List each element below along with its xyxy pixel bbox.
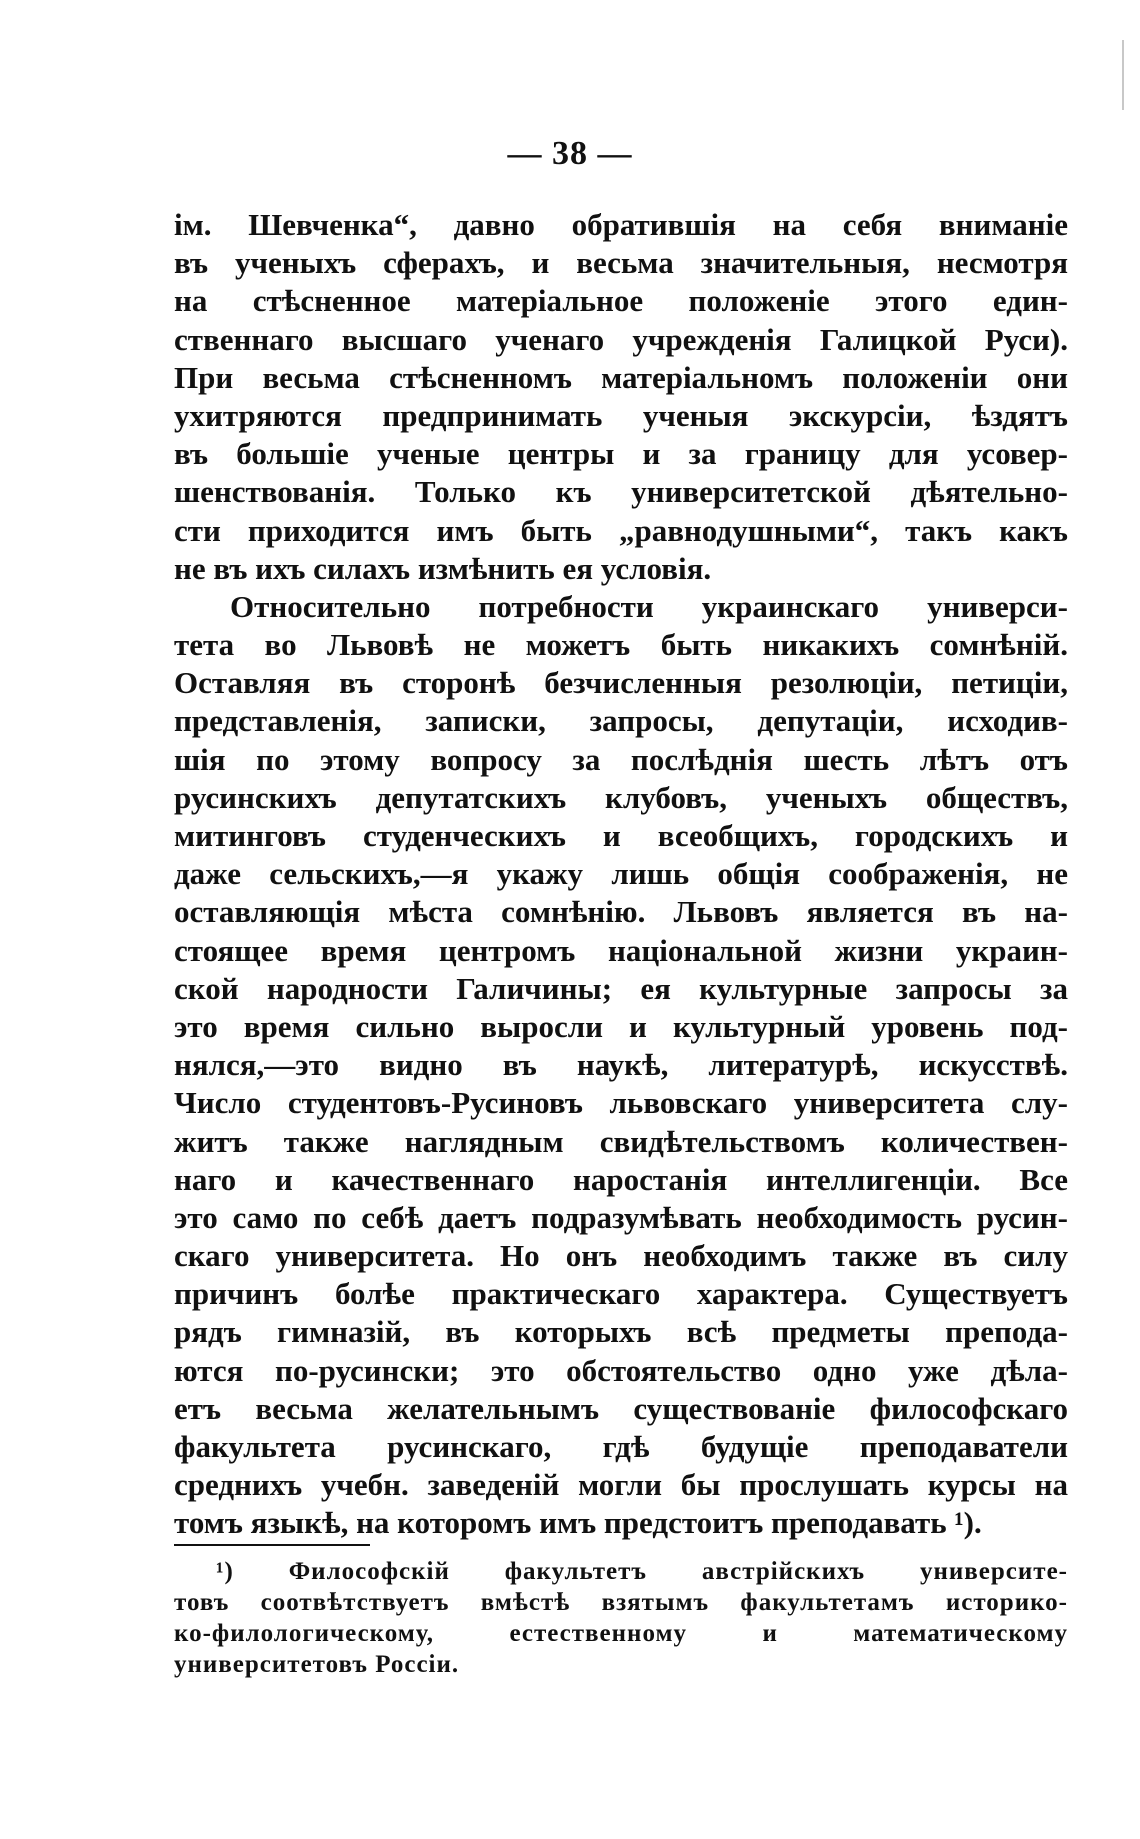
- text-line: скаго университета. Но онъ необходимъ также въ силу: [174, 1238, 1068, 1274]
- text-line: шія по этому вопросу за послѣднія шесть лѣтъ отъ: [174, 741, 1068, 777]
- text-line: сти приходится имъ быть „равнодушными“, такъ какъ: [174, 512, 1068, 548]
- text-line: Оставляя въ сторонѣ безчисленныя резолюціи, петиціи,: [174, 665, 1068, 701]
- paragraph-end-line: томъ языкѣ, на которомъ имъ предстоитъ преподавать ¹).: [174, 1505, 982, 1541]
- page-edge-mark: [1122, 40, 1124, 110]
- text-line: это само по себѣ даетъ подразумѣвать необходимость русин-: [174, 1199, 1068, 1235]
- text-line: факультета русинскаго, гдѣ будущіе преподаватели: [174, 1429, 1068, 1464]
- paragraph-start-line: Относительно потребности украинскаго универси-: [230, 588, 1068, 624]
- footnote-line: товъ соотвѣтствуетъ вмѣстѣ взятымъ факультетамъ историко-: [174, 1589, 1068, 1616]
- text-line: наго и качественнаго наростанія интеллигенціи. Все: [174, 1161, 1068, 1197]
- footnote-line: ¹) Философскій факультетъ австрійскихъ университе-: [216, 1558, 1068, 1585]
- text-line: ются по-русински; это обстоятельство одно уже дѣла-: [174, 1352, 1068, 1388]
- text-line: рядъ гимназій, въ которыхъ всѣ предметы препода-: [174, 1314, 1068, 1350]
- paragraph-end-line: не въ ихъ силахъ измѣнить ея условія.: [174, 550, 712, 586]
- text-line: Число студентовъ-Русиновъ львовскаго университета слу-: [174, 1085, 1068, 1121]
- text-line: въ ученыхъ сферахъ, и весьма значительныя, несмотря: [174, 245, 1068, 281]
- text-line: При весьма стѣсненномъ матеріальномъ положеніи они: [174, 359, 1068, 395]
- text-line: представленія, записки, запросы, депутаціи, исходив-: [174, 703, 1068, 739]
- text-line: шенствованія. Только къ университетской дѣятельно-: [174, 474, 1068, 510]
- text-line: среднихъ учебн. заведеній могли бы прослушать курсы на: [174, 1467, 1068, 1503]
- footnote-line: университетовъ Россіи.: [174, 1651, 460, 1678]
- main-text: [174, 206, 1068, 1543]
- page-number: — 38 —: [507, 135, 633, 172]
- footnote: [174, 1556, 1068, 1680]
- text-line: ухитряются предпринимать ученыя экскурсіи, ѣздятъ: [174, 397, 1068, 433]
- text-line: житъ также наглядным свидѣтельствомъ количествен-: [174, 1123, 1068, 1159]
- text-line: даже сельскихъ,—я укажу лишь общія соображенія, не: [174, 856, 1068, 892]
- text-line: на стѣсненное матеріальное положеніе этого един-: [174, 283, 1068, 319]
- text-line: стоящее время центромъ національной жизни украин-: [174, 932, 1068, 968]
- text-line: ім. Шевченка“, давно обратившія на себя вниманіе: [174, 207, 1068, 242]
- footnote-divider: [174, 1544, 370, 1546]
- text-line: русинскихъ депутатскихъ клубовъ, ученыхъ обществъ,: [174, 779, 1068, 815]
- text-line: етъ весьма желательнымъ существованіе философскаго: [174, 1390, 1068, 1426]
- text-line: это время сильно выросли и культурный уровень под-: [174, 1008, 1068, 1044]
- text-line: ской народности Галичины; ея культурные запросы за: [174, 970, 1068, 1006]
- text-line: тета во Львовѣ не можетъ быть никакихъ сомнѣній.: [174, 627, 1068, 663]
- text-line: оставляющія мѣста сомнѣнію. Львовъ является въ на-: [174, 894, 1068, 930]
- text-line: въ большіе ученые центры и за границу для усовер-: [174, 436, 1068, 472]
- text-line: причинъ болѣе практическаго характера. Существуетъ: [174, 1276, 1068, 1312]
- text-line: ственнаго высшаго ученаго учрежденія Галицкой Руси).: [174, 321, 1068, 357]
- footnote-line: ко-филологическому, естественному и математическому: [174, 1620, 1068, 1647]
- text-line: нялся,—это видно въ наукѣ, литературѣ, искусствѣ.: [174, 1047, 1068, 1083]
- text-line: митинговъ студенческихъ и всеобщихъ, городскихъ и: [174, 818, 1068, 853]
